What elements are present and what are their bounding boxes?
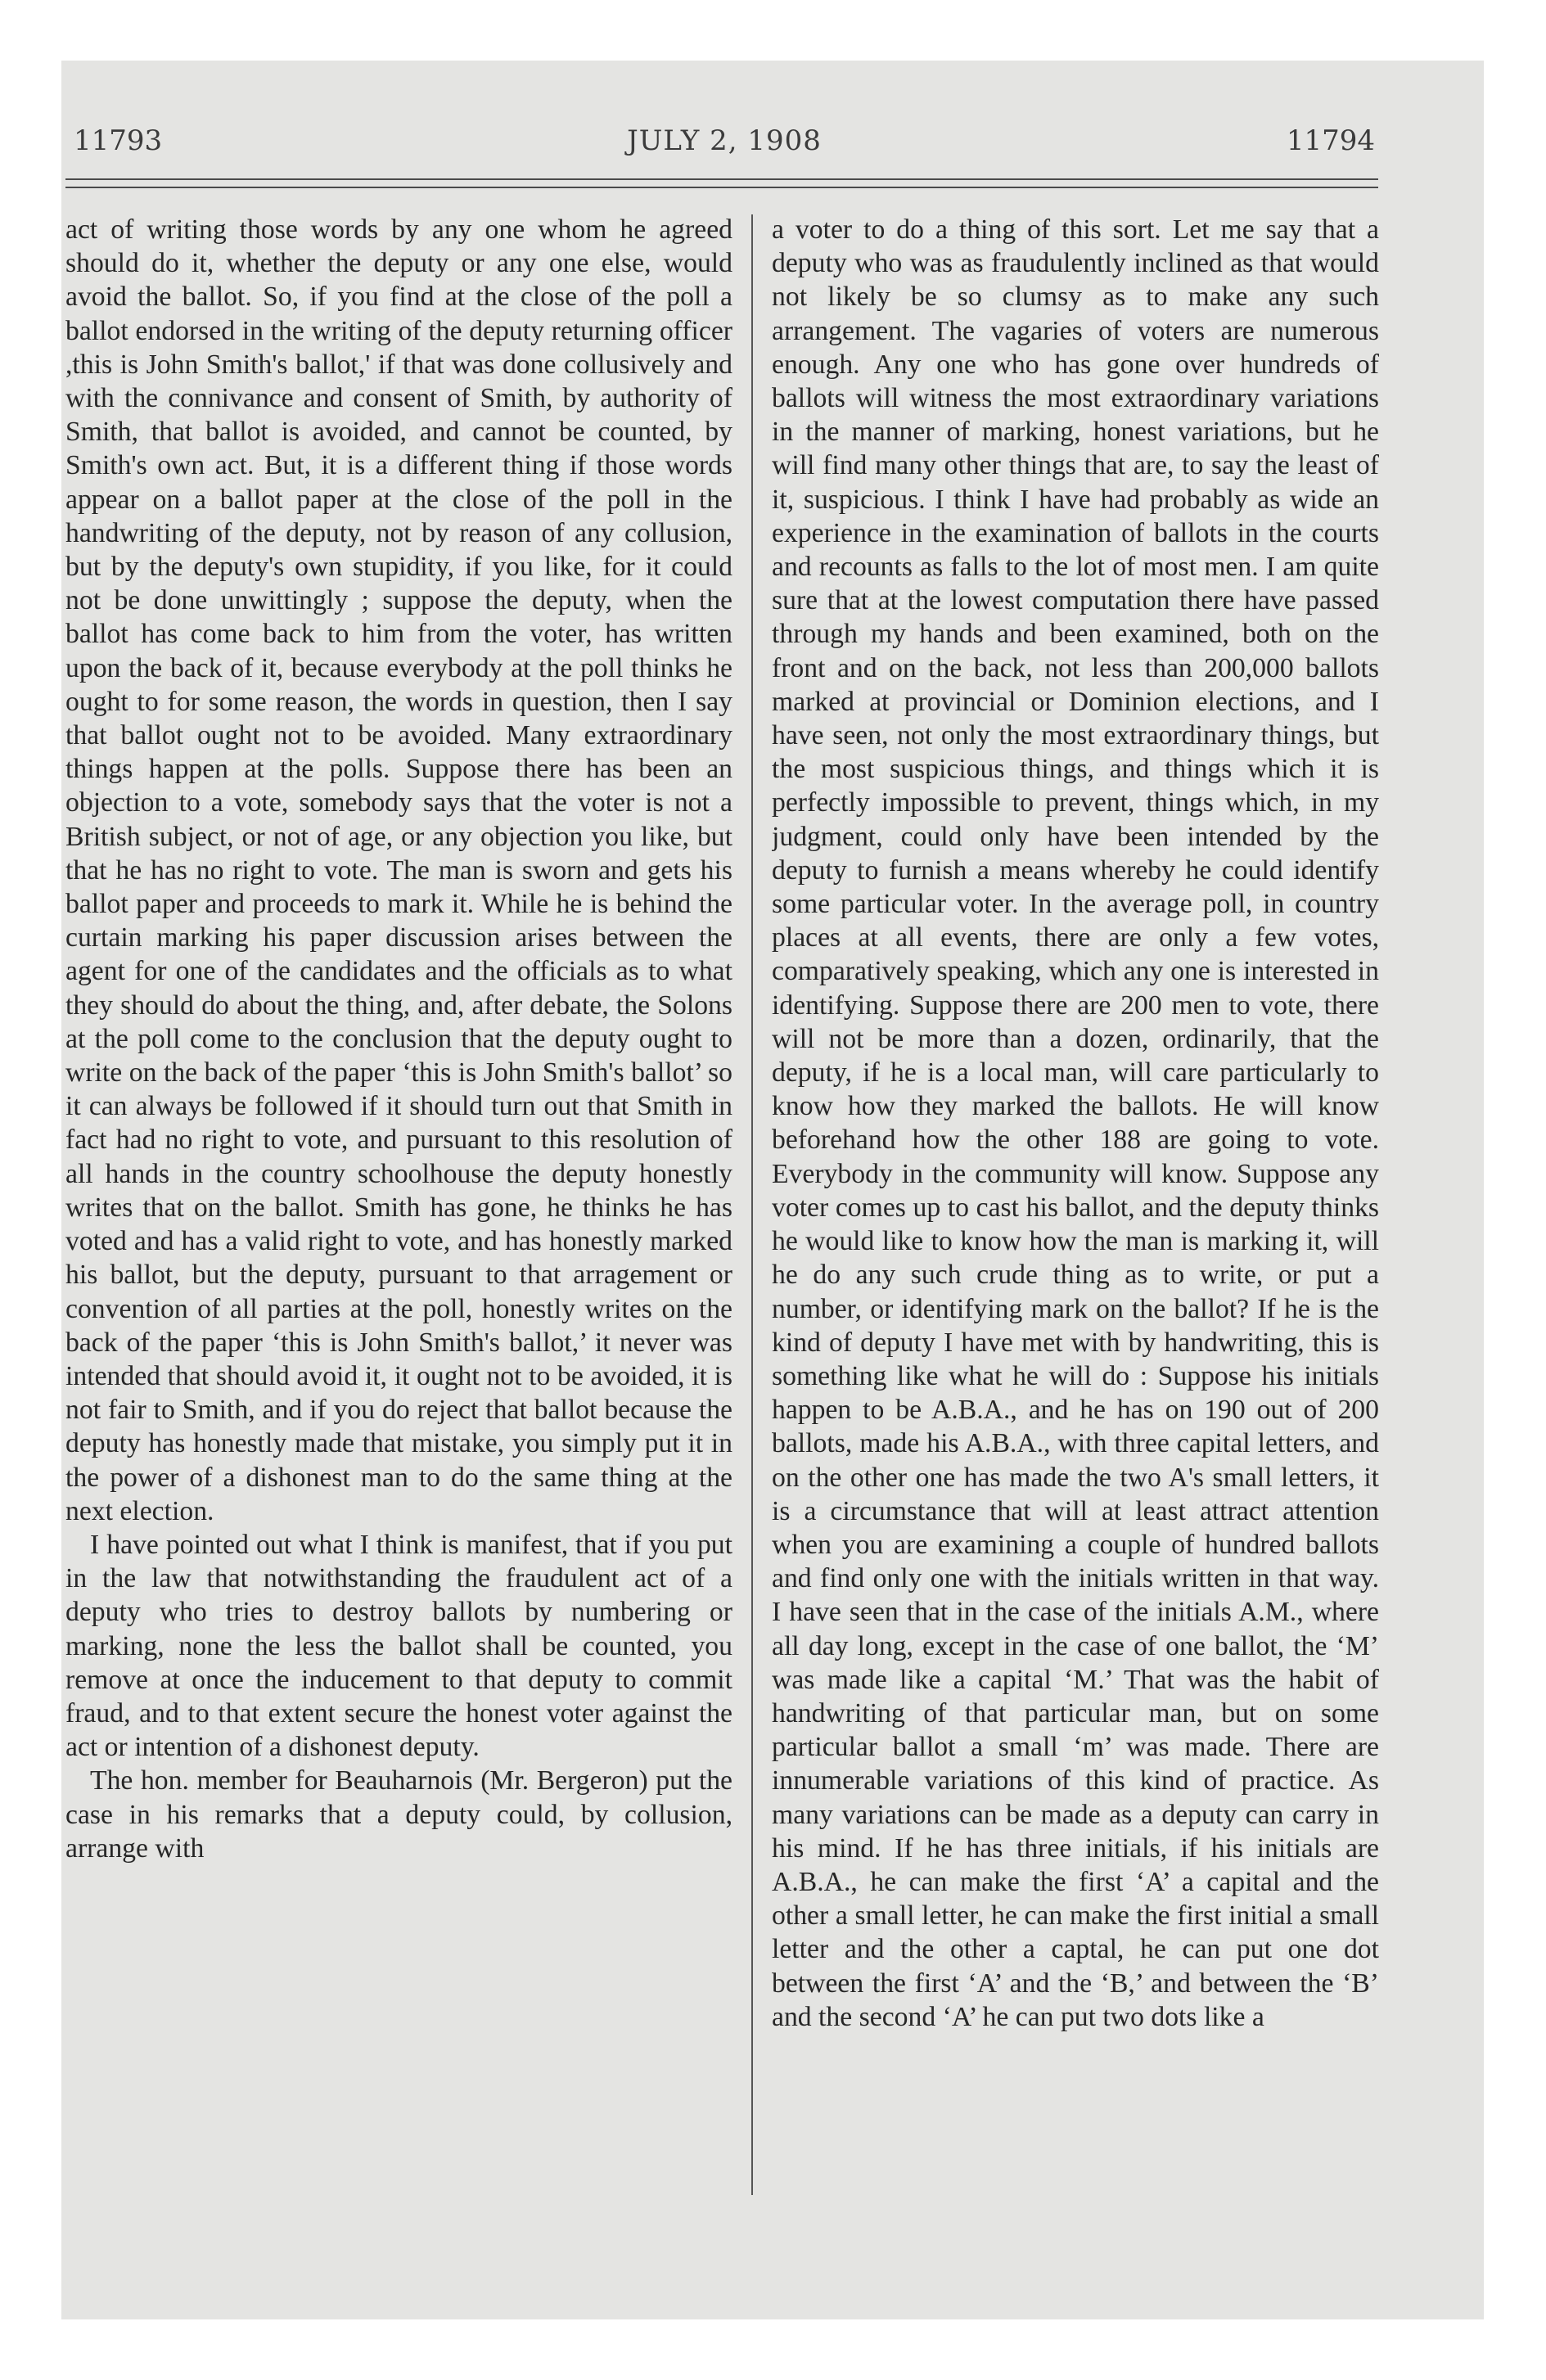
left-paragraph-2: I have pointed out what I think is manifest, that if you put in the law that notwithstanding the fraudulent act of a deputy who tries to destroy ballots by numbering or marking, none the less the ballot shall be counted, you remove at once the inducement to that deputy to commit fraud, and to that extent secure the honest voter against the act or intention of a dishonest deputy. <box>65 1529 732 1763</box>
header-date: JULY 2, 1908 <box>627 124 822 157</box>
page-number-left: 11793 <box>74 124 163 157</box>
column-divider <box>751 214 753 2195</box>
header-rule-bottom <box>65 187 1378 188</box>
right-paragraph-1: a voter to do a thing of this sort. Let me say that a deputy who was as fraudulently inclined as that would not likely be so clumsy as to make any such arrangement. The vagaries of voters are numerous enough. Any one who has gone over hundreds of ballots will witness the most extraordinary variations in the manner of marking, honest variations, but he will find many other things that are, to say the least of it, suspicious. I think I have had probably as wide an experience in the examination of ballots in the courts and recounts as falls to the lot of most men. I am quite sure that at the lowest computation there have passed through my hands and been examined, both on the front and on the back, not less than 200,000 ballots marked at provincial or Dominion elections, and I have seen, not only the most extraordinary things, but the most suspicious things, and things which it is perfectly impossible to prevent, things which, in my judgment, could only have been intended by the deputy to furnish a means whereby he could identify some particular voter. In the average poll, in country places at all events, there are only a few votes, comparatively speaking, which any one is interested in identifying. Suppose there are 200 men to vote, there will not be more than a dozen, ordinarily, that the deputy, if he is a local man, will care particularly to know how they marked the ballots. He will know beforehand how the other 188 are going to vote. Everybody in the community will know. Suppose any voter comes up to cast his ballot, and the deputy thinks he would like to know how the man is marking it, will he do any such crude thing as to write, or put a number, or identifying mark on the ballot? If he is the kind of deputy I have met with by handwriting, this is something like what he will do : Suppose his initials happen to be A.B.A., and he has on 190 out of 200 ballots, made his A.B.A., with three capital letters, and on the other one has made the two A's small letters, it is a circumstance that will at least attract attention when you are examining a couple of hundred ballots and find only one with the initials written in that way. I have seen that in the case of the initials A.M., where all day long, except in the case of one ballot, the ‘M’ was made like a capital ‘M.’ That was the habit of handwriting of that particular man, but on some particular ballot a small ‘m’ was made. There are innumerable variations of this kind of practice. As many variations can be made as a deputy can carry in his mind. If he has three initials, if his initials are A.B.A., he can make the first ‘A’ a capital and the other a small letter, he can make the first initial a small letter and the other a captal, he can put one dot between the first ‘A’ and the ‘B,’ and between the ‘B’ and the second ‘A’ he can put two dots like a <box>772 214 1379 2032</box>
page-header <box>74 124 1375 182</box>
left-paragraph-1: act of writing those words by any one whom he agreed should do it, whether the deputy or any one else, would avoid the ballot. So, if you find at the close of the poll a ballot endorsed in the writing of the deputy returning officer ,this is John Smith's ballot,' if that was done collusively and with the connivance and consent of Smith, by authority of Smith, that ballot is avoided, and cannot be counted, by Smith's own act. But, it is a different thing if those words appear on a ballot paper at the close of the poll in the handwriting of the deputy, not by reason of any collusion, but by the deputy's own stupidity, if you like, for it could not be done unwittingly ; suppose the deputy, when the ballot has come back to him from the voter, has written upon the back of it, because everybody at the poll thinks he ought to for some reason, the words in question, then I say that ballot ought not to be avoided. Many extraordinary things happen at the polls. Suppose there has been an objection to a vote, somebody says that the voter is not a British subject, or not of age, or any objection you like, but that he has no right to vote. The man is sworn and gets his ballot paper and proceeds to mark it. While he is behind the curtain marking his paper discussion arises between the agent for one of the candidates and the officials as to what they should do about the thing, and, after debate, the Solons at the poll come to the conclusion that the deputy ought to write on the back of the paper ‘this is John Smith's ballot’ so it can always be followed if it should turn out that Smith in fact had no right to vote, and pursuant to this resolution of all hands in the country schoolhouse the deputy honestly writes that on the ballot. Smith has gone, he thinks he has voted and has a valid right to vote, and has honestly marked his ballot, but the deputy, pursuant to that arragement or convention of all parties at the poll, honestly writes on the back of the paper ‘this is John Smith's ballot,’ it never was intended that should avoid it, it ought not to be avoided, it is not fair to Smith, and if you do reject that ballot because the deputy has honestly made that mistake, you simply put it in the power of a dishonest man to do the same thing at the next election. <box>65 214 732 1526</box>
left-column <box>65 213 732 2202</box>
right-column <box>772 213 1379 2202</box>
header-rule-top <box>65 178 1378 180</box>
page-number-right: 11794 <box>1286 124 1375 157</box>
left-paragraph-3: The hon. member for Beauharnois (Mr. Bergeron) put the case in his remarks that a deputy could, by collusion, arrange with <box>65 1765 732 1864</box>
